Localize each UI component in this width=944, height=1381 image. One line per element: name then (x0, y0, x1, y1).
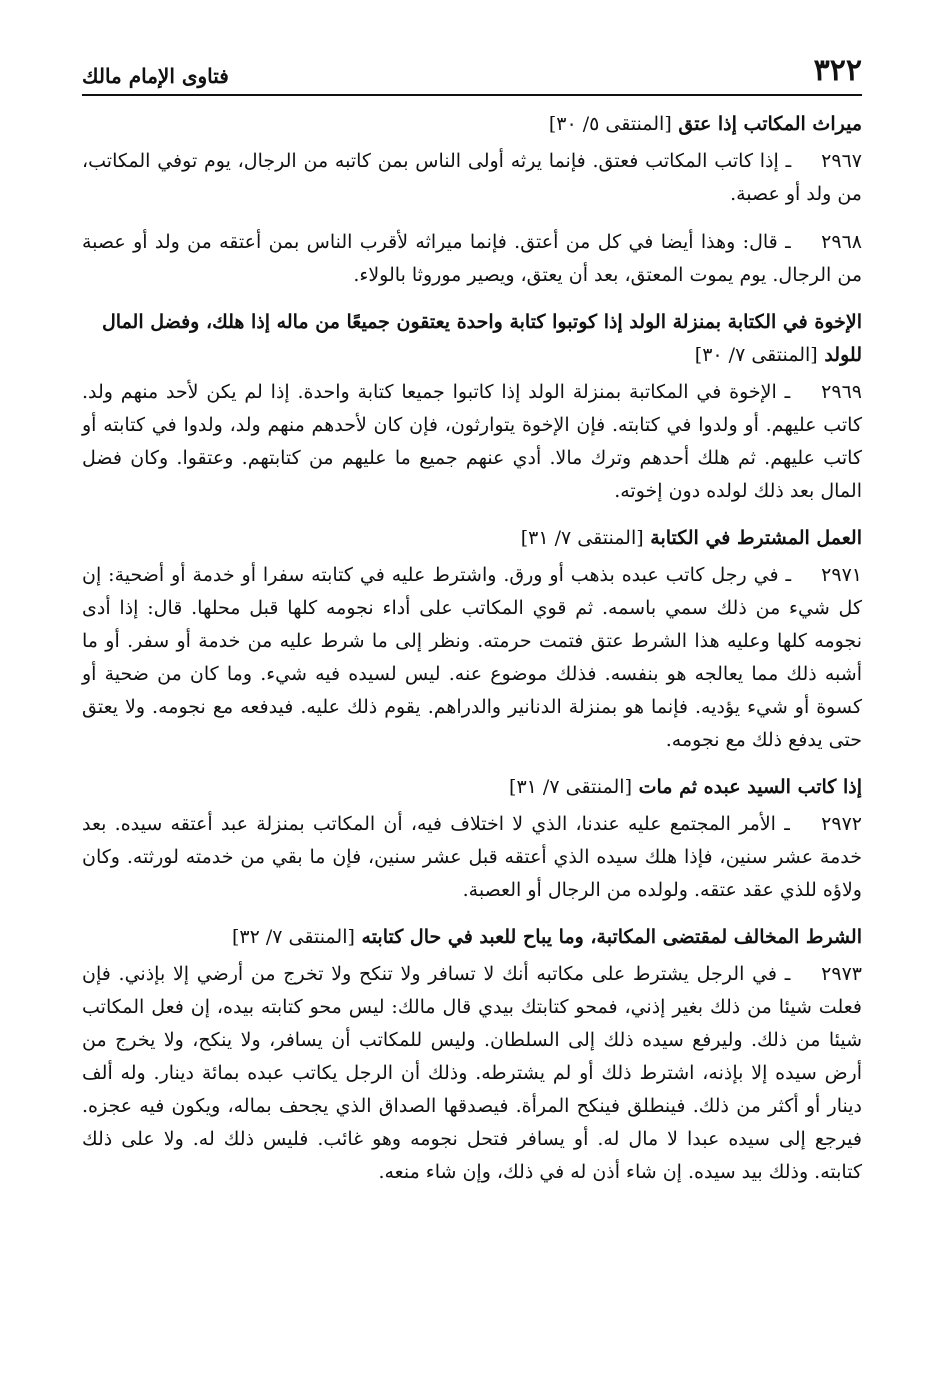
section-heading-text: الشرط المخالف لمقتضى المكاتبة، وما يباح للعبد في حال كتابته (361, 926, 862, 948)
fatwa-entry: ٢٩٦٨ ـ قال: وهذا أيضا في كل من أعتق. فإنما ميراثه لأقرب الناس بمن أعتقه من ولد أو عصبة من الرجال. يوم يموت المعتق، بعد أن يعتق، ويصير موروثا بالولاء. (82, 226, 862, 292)
entry-text: الإخوة في المكاتبة بمنزلة الولد إذا كاتبوا جميعا كتابة واحدة. إذا لم يكن لأحد منهم ولد. كاتب عليهم. أو ولدوا في كتابته. فإن الإخوة يتوارثون، فإن كان لأحدهم منهم ولد، ولدوا في كتابته أو كاتب عليهم. ثم هلك أحدهم وترك مالا. أدي عنهم جميع ما عليهم من كتابتهم. وعتقوا. وكان فضل المال بعد ذلك لولده دون إخوته. (82, 381, 862, 502)
fatwa-entry: ٢٩٧٢ ـ الأمر المجتمع عليه عندنا، الذي لا اختلاف فيه، أن المكاتب بمنزلة عبد أعتقه سيده. بعد خدمة عشر سنين، فإذا هلك سيده الذي أعتقه قبل عشر سنين، فإن ما بقي من خدمته لورثته. وكان ولاؤه للذي عقد عتقه. ولولده من الرجال أو العصبة. (82, 808, 862, 907)
section-heading (82, 771, 862, 804)
section-heading-text: إذا كاتب السيد عبده ثم مات (638, 776, 862, 798)
section-reference: [المنتقى ٥/ ٣٠] (548, 113, 672, 135)
section-heading-text: ميراث المكاتب إذا عتق (678, 113, 862, 135)
fatwa-entry: ٢٩٧٣ ـ في الرجل يشترط على مكاتبه أنك لا تسافر ولا تنكح ولا تخرج من أرضي إلا بإذني. فإن فعلت شيئا من ذلك بغير إذني، فمحو كتابتك بيدي قال مالك: ليس محو كتابته بيده، إن فعل المكاتب شيئا من ذلك. وليرفع سيده ذلك إلى السلطان. وليس للمكاتب أن يسافر، ولا ينكح، ولا يخرج من أرض سيده إلا بإذنه، اشترط ذلك أو لم يشترطه. وذلك أن الرجل يكاتب عبده بمائة دينار. وله ألف دينار أو أكثر من ذلك. فينطلق فينكح المرأة. فيصدقها الصداق الذي يجحف بماله، ويكون فيه عجزه. فيرجع إلى سيده عبدا لا مال له. أو يسافر فتحل نجومه وهو غائب. فليس ذلك له. ولا على ذلك كتابته. وذلك بيد سيده. إن شاء أذن له في ذلك، وإن شاء منعه. (82, 958, 862, 1189)
section-reference: [المنتقى ٧/ ٣٠] (694, 344, 818, 366)
entry-text: قال: وهذا أيضا في كل من أعتق. فإنما ميراثه لأقرب الناس بمن أعتقه من ولد أو عصبة من الرجال. يوم يموت المعتق، بعد أن يعتق، ويصير موروثا بالولاء. (82, 231, 862, 286)
entry-number: ٢٩٧٣ (821, 963, 862, 985)
entry-number: ٢٩٧١ (821, 564, 862, 586)
fatwa-entry: ٢٩٦٩ ـ الإخوة في المكاتبة بمنزلة الولد إذا كاتبوا جميعا كتابة واحدة. إذا لم يكن لأحد منهم ولد. كاتب عليهم. أو ولدوا في كتابته. فإن الإخوة يتوارثون، فإن كان لأحدهم منهم ولد، ولدوا في كتابته أو كاتب عليهم. ثم هلك أحدهم وترك مالا. أدي عنهم جميع ما عليهم من كتابتهم. وعتقوا. وكان فضل المال بعد ذلك لولده دون إخوته. (82, 376, 862, 508)
section-heading-text: الإخوة في الكتابة بمنزلة الولد إذا كوتبوا كتابة واحدة يعتقون جميعًا من ماله إذا هلك، وفضل المال للولد (101, 311, 862, 366)
section-reference: [المنتقى ٧/ ٣٢] (231, 926, 355, 948)
fatwa-entry: ٢٩٦٧ ـ إذا كاتب المكاتب فعتق. فإنما يرثه أولى الناس بمن كاتبه من الرجال، يوم توفي المكاتب، من ولد أو عصبة. (82, 145, 862, 211)
entry-text: في الرجل يشترط على مكاتبه أنك لا تسافر ولا تنكح ولا تخرج من أرضي إلا بإذني. فإن فعلت شيئا من ذلك بغير إذني، فمحو كتابتك بيدي قال مالك: ليس محو كتابته بيده، إن فعل المكاتب شيئا من ذلك. وليرفع سيده ذلك إلى السلطان. وليس للمكاتب أن يسافر، ولا ينكح، ولا يخرج من أرض سيده إلا بإذنه، اشترط ذلك أو لم يشترطه. وذلك أن الرجل يكاتب عبده بمائة دينار. وله ألف دينار أو أكثر من ذلك. فينطلق فينكح المرأة. فيصدقها الصداق الذي يجحف بماله، ويكون فيه عجزه. فيرجع إلى سيده عبدا لا مال له. أو يسافر فتحل نجومه وهو غائب. فليس ذلك له. ولا على ذلك كتابته. وذلك بيد سيده. إن شاء أذن له في ذلك، وإن شاء منعه. (82, 963, 862, 1183)
section-heading (82, 921, 862, 954)
section (82, 108, 862, 292)
book-title: فتاوى الإمام مالك (82, 64, 229, 88)
fatwa-entry: ٢٩٧١ ـ في رجل كاتب عبده بذهب أو ورق. واشترط عليه في كتابته سفرا أو خدمة أو أضحية: إن كل شيء من ذلك سمي باسمه. ثم قوي المكاتب على أداء نجومه كلها قبل محلها. قال: إذا أدى نجومه كلها وعليه هذا الشرط عتق فتمت حرمته. ونظر إلى ما شرط عليه من خدمة أو سفر. أو ما أشبه ذلك مما يعالجه هو بنفسه. فذلك موضوع عنه. ليس لسيده فيه شيء. وما كان من ضحية أو كسوة أو شيء يؤديه. فإنما هو بمنزلة الدنانير والدراهم. يقوم ذلك عليه. فيدفعه مع نجومه. ولا يعتق حتى يدفع ذلك مع نجومه. (82, 559, 862, 757)
section-heading (82, 306, 862, 372)
section-reference: [المنتقى ٧/ ٣١] (509, 776, 632, 798)
page-number: ٣٢٢ (813, 53, 862, 88)
section-heading (82, 522, 862, 555)
section (82, 522, 862, 757)
entry-number: ٢٩٦٩ (821, 381, 862, 403)
section-reference: [المنتقى ٧/ ٣١] (520, 527, 644, 549)
section-heading-text: العمل المشترط في الكتابة (650, 527, 862, 549)
entry-text: في رجل كاتب عبده بذهب أو ورق. واشترط عليه في كتابته سفرا أو خدمة أو أضحية: إن كل شيء من ذلك سمي باسمه. ثم قوي المكاتب على أداء نجومه كلها قبل محلها. قال: إذا أدى نجومه كلها وعليه هذا الشرط عتق فتمت حرمته. ونظر إلى ما شرط عليه من خدمة أو سفر. أو ما أشبه ذلك مما يعالجه هو بنفسه. فذلك موضوع عنه. ليس لسيده فيه شيء. وما كان من ضحية أو كسوة أو شيء يؤديه. فإنما هو بمنزلة الدنانير والدراهم. يقوم ذلك عليه. فيدفعه مع نجومه. ولا يعتق حتى يدفع ذلك مع نجومه. (82, 564, 862, 751)
entry-text: إذا كاتب المكاتب فعتق. فإنما يرثه أولى الناس بمن كاتبه من الرجال، يوم توفي المكاتب، من ولد أو عصبة. (82, 150, 862, 205)
entry-number: ٢٩٧٢ (821, 813, 862, 835)
entry-number: ٢٩٦٨ (821, 231, 862, 253)
section (82, 771, 862, 907)
entry-text: الأمر المجتمع عليه عندنا، الذي لا اختلاف فيه، أن المكاتب بمنزلة عبد أعتقه سيده. بعد خدمة عشر سنين، فإذا هلك سيده الذي أعتقه قبل عشر سنين، فإن ما بقي من خدمته لورثته. وكان ولاؤه للذي عقد عتقه. ولولده من الرجال أو العصبة. (82, 813, 862, 901)
section (82, 306, 862, 508)
section-heading (82, 108, 862, 141)
section (82, 921, 862, 1189)
entry-number: ٢٩٦٧ (821, 150, 862, 172)
running-header (82, 48, 862, 96)
